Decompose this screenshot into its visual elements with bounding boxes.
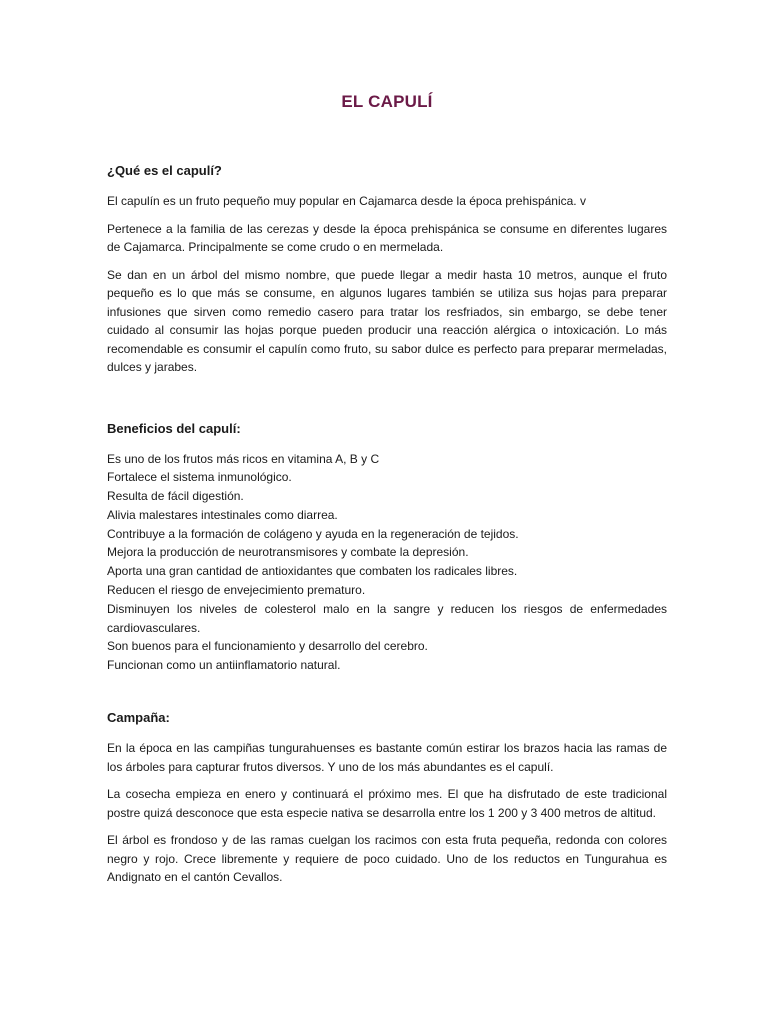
section-campaign	[107, 709, 667, 887]
benefit-item: Funcionan como un antiinflamatorio natural.	[107, 658, 341, 673]
benefit-item: Alivia malestares intestinales como diarrea.	[107, 507, 338, 522]
paragraph: Se dan en un árbol del mismo nombre, que puede llegar a medir hasta 10 metros, aunque el fruto pequeño es lo que más se consume, en algunos lugares también se utiliza sus hojas para preparar infusiones que sirven como remedio casero para tratar los resfriados, sin embargo, se debe tener cuidado al consumir las hojas porque pueden producir una reacción alérgica o intoxicación. Lo más recomendable es consumir el capulín como fruto, su sabor dulce es perfecto para preparar mermeladas, dulces y jarabes.	[107, 267, 667, 374]
document-page	[107, 92, 667, 896]
benefit-item: Es uno de los frutos más ricos en vitamina A, B y C	[107, 451, 380, 466]
benefit-item: Son buenos para el funcionamiento y desarrollo del cerebro.	[107, 639, 428, 654]
benefit-item: Mejora la producción de neurotransmisores y combate la depresión.	[107, 545, 469, 560]
section-what-is	[107, 162, 667, 377]
benefit-item: Contribuye a la formación de colágeno y ayuda en la regeneración de tejidos.	[107, 526, 519, 541]
paragraph: La cosecha empieza en enero y continuará el próximo mes. El que ha disfrutado de este tradicional postre quizá desconoce que esta especie nativa se desarrolla entre los 1 200 y 3 400 metros de altitud.	[107, 787, 667, 820]
benefits-list	[107, 450, 667, 676]
paragraph: El capulín es un fruto pequeño muy popular en Cajamarca desde la época prehispánica. v	[107, 194, 586, 208]
section-heading-benefits: Beneficios del capulí:	[107, 420, 241, 436]
paragraph: En la época en las campiñas tungurahuenses es bastante común estirar los brazos hacia las ramas de los árboles para capturar frutos diversos. Y uno de los más abundantes es el capulí.	[107, 741, 667, 774]
document-title: EL CAPULÍ	[341, 92, 433, 111]
section-heading-campaign: Campaña:	[107, 710, 170, 726]
benefit-item: Disminuyen los niveles de colesterol malo en la sangre y reducen los riesgos de enfermedades cardiovasculares.	[107, 601, 667, 635]
benefit-item: Fortalece el sistema inmunológico.	[107, 470, 292, 485]
section-benefits	[107, 420, 667, 676]
paragraph: El árbol es frondoso y de las ramas cuelgan los racimos con esta fruta pequeña, redonda con colores negro y rojo. Crece libremente y requiere de poco cuidado. Uno de los reductos en Tungurahua es Andignato en el cantón Cevallos.	[107, 833, 667, 885]
section-heading-what-is: ¿Qué es el capulí?	[107, 163, 222, 178]
benefit-item: Resulta de fácil digestión.	[107, 489, 244, 504]
benefit-item: Aporta una gran cantidad de antioxidantes que combaten los radicales libres.	[107, 564, 518, 579]
benefit-item: Reducen el riesgo de envejecimiento prematuro.	[107, 583, 366, 598]
paragraph: Pertenece a la familia de las cerezas y desde la época prehispánica se consume en diferentes lugares de Cajamarca. Principalmente se come crudo o en mermelada.	[107, 221, 667, 254]
